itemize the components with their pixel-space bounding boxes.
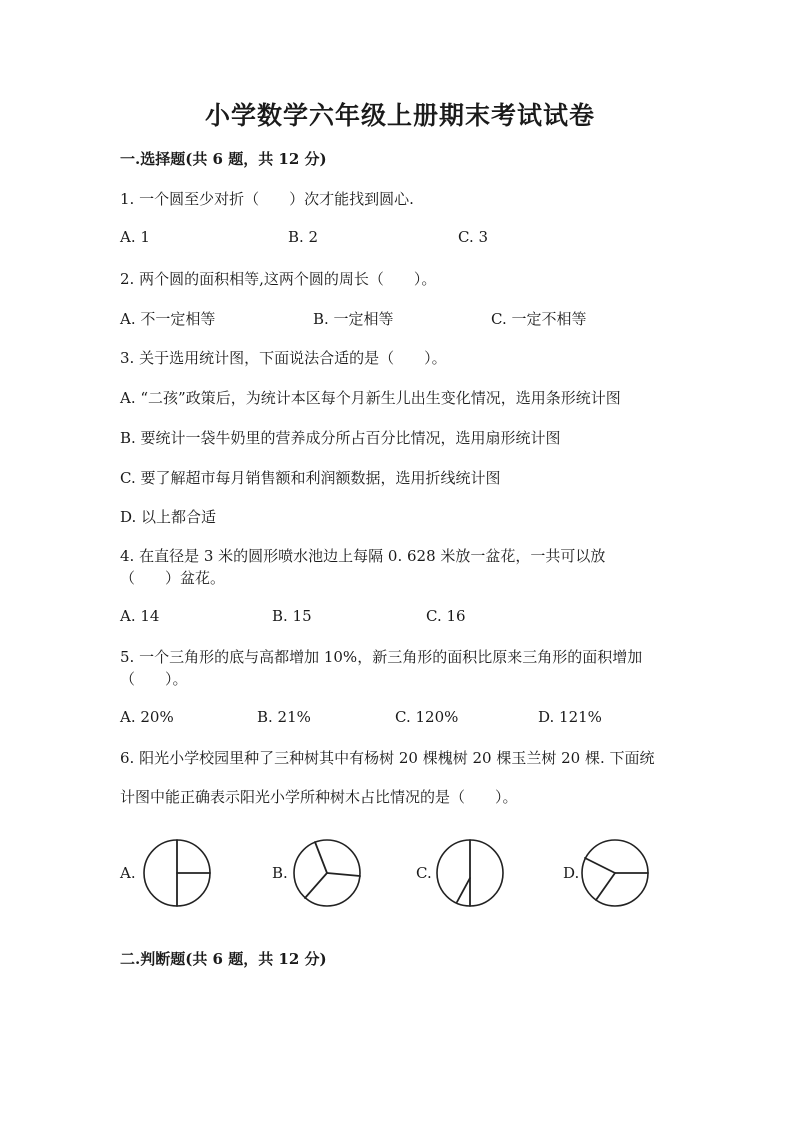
question-6-option-c-pie: [435, 838, 505, 908]
question-5-option-d: D. 121%: [538, 708, 602, 726]
question-6-option-b-label: B.: [272, 864, 288, 882]
question-6-option-a-pie: [142, 838, 212, 908]
section-heading-judgement: 二.判断题(共 6 题，共 12 分): [120, 950, 327, 968]
question-3-option-b: B. 要统计一袋牛奶里的营养成分所占百分比情况，选用扇形统计图: [120, 429, 561, 447]
question-1-option-c: C. 3: [458, 228, 489, 246]
question-4-stem-line1: 4. 在直径是 3 米的圆形喷水池边上每隔 0. 628 米放一盆花，一共可以放: [120, 547, 606, 565]
question-4-option-a: A. 14: [120, 607, 160, 625]
pie-c-divider-slant: [457, 878, 470, 902]
question-4-option-b: B. 15: [272, 607, 312, 625]
question-5-option-a: A. 20%: [120, 708, 174, 726]
question-6-option-b-pie: [292, 838, 362, 908]
question-4-stem-line2: （ ）盆花。: [120, 569, 226, 587]
question-3-option-d: D. 以上都合适: [120, 508, 217, 526]
question-1-option-b: B. 2: [288, 228, 319, 246]
question-3-option-a: A. “二孩”政策后，为统计本区每个月新生儿出生变化情况，选用条形统计图: [120, 389, 621, 407]
question-4-option-c: C. 16: [426, 607, 466, 625]
question-2-option-b: B. 一定相等: [313, 310, 394, 328]
pie-d-divider-3: [596, 873, 615, 900]
page-title: 小学数学六年级上册期末考试试卷: [204, 101, 595, 130]
pie-b-divider-2: [327, 873, 360, 876]
question-2-option-c: C. 一定不相等: [491, 310, 587, 328]
question-1-stem: 1. 一个圆至少对折（ ）次才能找到圆心.: [120, 190, 414, 208]
question-6-option-d-pie: [580, 838, 650, 908]
pie-b-divider-1: [315, 842, 327, 873]
section-heading-choice: 一.选择题(共 6 题，共 12 分): [120, 150, 327, 168]
question-6-stem-line1: 6. 阳光小学校园里种了三种树其中有杨树 20 棵槐树 20 棵玉兰树 20 棵. 下面统: [120, 749, 655, 767]
question-1-option-a: A. 1: [120, 228, 150, 246]
question-2-option-a: A. 不一定相等: [120, 310, 216, 328]
question-2-stem: 2. 两个圆的面积相等,这两个圆的周长（ ）。: [120, 270, 437, 288]
question-6-option-d-label: D.: [563, 864, 580, 882]
question-6-option-a-label: A.: [120, 864, 136, 882]
pie-b-divider-3: [305, 873, 327, 898]
question-5-stem-line2: （ ）。: [120, 670, 188, 688]
question-6-stem-line2: 计图中能正确表示阳光小学所种树木占比情况的是（ ）。: [120, 788, 518, 806]
question-5-option-b: B. 21%: [257, 708, 311, 726]
question-3-stem: 3. 关于选用统计图，下面说法合适的是（ ）。: [120, 349, 447, 367]
question-6-option-c-label: C.: [416, 864, 432, 882]
pie-d-divider-1: [585, 858, 615, 873]
question-5-option-c: C. 120%: [395, 708, 459, 726]
question-3-option-c: C. 要了解超市每月销售额和利润额数据，选用折线统计图: [120, 469, 501, 487]
question-5-stem-line1: 5. 一个三角形的底与高都增加 10%，新三角形的面积比原来三角形的面积增加: [120, 648, 643, 666]
